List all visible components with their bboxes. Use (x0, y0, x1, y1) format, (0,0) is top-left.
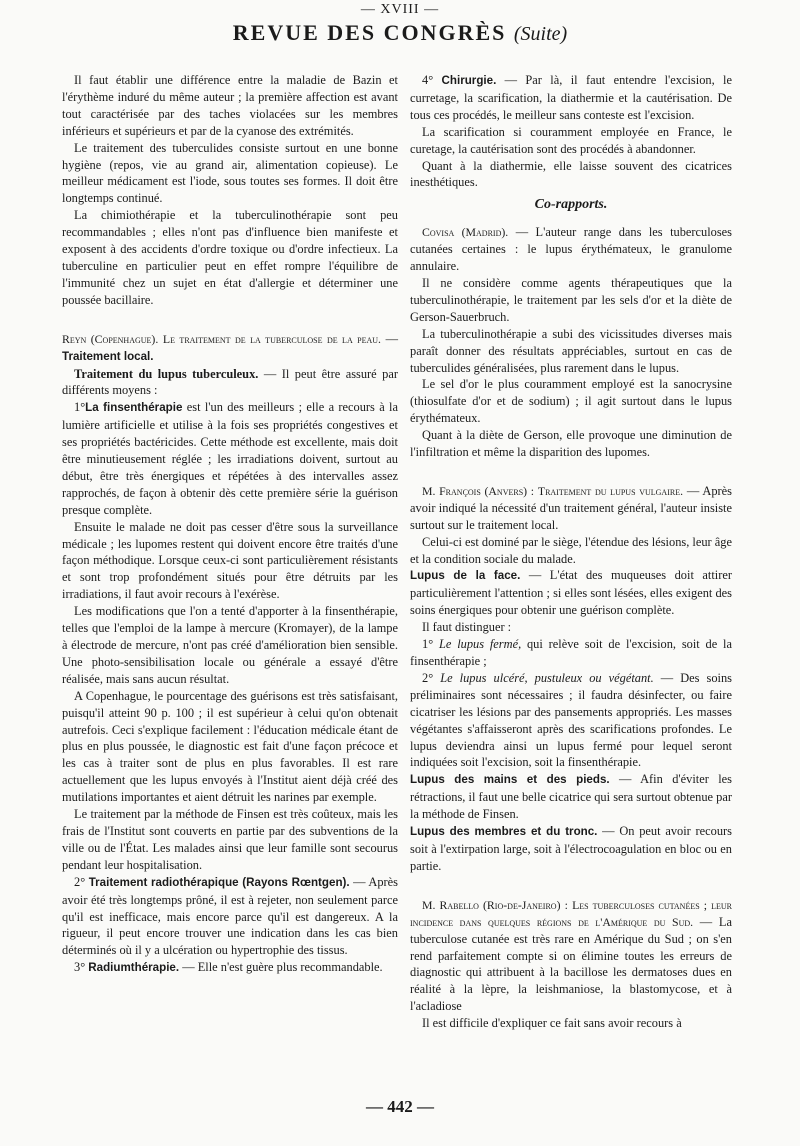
paragraph: A Copenhague, le pourcentage des guérisons est très satisfaisant, puisqu'il atteint 90 p. 100 ; il est supérieur à celui qu'on obtenait autrefois. Ceci s'explique facilement : l'éducation médicale étant de plus en plus poussée, le diagnostic est fait d'une façon précoce et les cas à traiter sont de plus en plus favorables. Il est rare actuellement que les lupus envoyés à l'Institut aient déjà créé des mutilations importantes et aient détruit les narines par exemple. (62, 688, 398, 805)
paragraph: Celui-ci est dominé par le siège, l'étendue des lésions, leur âge et la condition sociale du malade. (410, 534, 732, 566)
list-item (62, 959, 398, 977)
paragraph-text: — Il peut être assuré par différents moyens : (62, 366, 398, 398)
list-number: 1° (74, 400, 86, 415)
item-heading: Lupus de la face. (410, 569, 521, 583)
right-column (410, 72, 732, 1032)
paragraph-text: — La tuberculose cutanée est très rare en Amérique du Sud ; on s'en rend parfaitement compte si on élimine toutes les erreurs de diagnostic qui attribuent à la bacillose les dermatoses dues en réalité à la lèpre, la leishmaniose, la blastomycose, et à l'acladiose (410, 914, 732, 1014)
paragraph: La scarification si couramment employée en France, le curetage, la cautérisation sont des procédés à abandonner. (410, 124, 732, 156)
item-heading: Radiumthérapie. (88, 961, 180, 975)
paragraph (410, 897, 732, 1015)
paragraph: Quant à la diathermie, elle laisse souvent des cicatrices inesthétiques. (410, 158, 732, 190)
list-number: 2° (74, 874, 86, 889)
report-subtitle: Traitement local. (62, 349, 154, 363)
paragraph-text: — L'auteur range dans les tuberculoses cutanées certaines : le lupus érythémateux, le granulome annulaire. (410, 225, 733, 274)
item-text: — Après avoir été très longtemps prôné, il est à rejeter, non seulement parce qu'il est inefficace, mais encore parce qu'il est dangereux. A la rigueur, il peut encore trouver une indication dans les cas bien déterminés où il y a ulcération ou hypertrophie des tissus. (62, 874, 398, 958)
paragraph-text: — Après avoir indiqué la nécessité d'un traitement général, l'auteur insiste surtout sur le traitement local. (410, 483, 732, 532)
page-title (0, 20, 800, 46)
paragraph-text: — On peut avoir recours soit à l'extirpation large, soit à l'électrocoagulation en bloc ou en partie. (410, 824, 732, 873)
title-suite: (Suite) (513, 23, 568, 45)
paragraph: Le traitement par la méthode de Finsen est très coûteux, mais les frais de l'Institut sont couverts en partie par des subventions de la ville ou de l'État. Les malades ainsi que leur famille sont secourus pendant leur hospitalisation. (62, 807, 398, 872)
paragraph (410, 823, 732, 875)
paragraph: Le sel d'or le plus couramment employé est la sanocrysine (thiosulfate d'or et de sodium) ; il agit surtout dans le lupus érythémateux. (410, 377, 732, 426)
paragraph: Les modifications que l'on a tenté d'apporter à la finsenthérapie, telles que l'emploi de la lampe à mercure (Kromayer), de la lampe à électrode de mercure, n'ont pas créé d'amélioration bien sensible. Une photo-sensibilisation locale ou générale a essayé d'être réalisée, mais sans aucun résultat. (62, 604, 398, 686)
report-title: Les tuberculoses cutanées ; leur incidence dans quelques régions de l'Amérique du Sud. (410, 897, 732, 929)
page-number: — 442 — (366, 1097, 434, 1116)
item-heading: La finsenthérapie (85, 401, 183, 415)
list-item (410, 72, 732, 124)
paragraph: La chimiothérapie et la tuberculinothérapie sont peu recommandables ; elles n'ont pas d'influence bien manifeste et exposent à des accidents d'ordre toxique ou d'ordre infectieux. La tuberculine en particulier peut en effet rompre l'équilibre de l'immunité chez un sujet en état d'allergie et déterminer une poussée bacillaire. (62, 208, 398, 307)
list-item (410, 636, 732, 670)
left-column (62, 72, 398, 977)
item-heading: Le lupus fermé, (438, 637, 522, 652)
list-number: 4° (422, 73, 434, 87)
paragraph (410, 771, 732, 823)
author-name: Covisa (Madrid). (422, 225, 509, 240)
list-item (410, 670, 732, 771)
item-heading: Chirurgie. (441, 74, 497, 87)
item-text: qui relève soit de l'excision, soit de la finsenthérapie ; (410, 637, 732, 668)
paragraph (62, 366, 398, 400)
list-number: 1° (422, 637, 434, 652)
list-item (62, 874, 398, 960)
paragraph-text: — L'état des muqueuses doit attirer particulièrement l'attention ; si elles sont lésées, elles exigent des soins énergiques pour obtenir une guérison complète. (410, 568, 732, 618)
item-heading: Le lupus ulcéré, pustuleux ou végétant. (440, 670, 654, 685)
section-title-corapports: Co-rapports. (534, 197, 608, 213)
paragraph: Il est difficile d'expliquer ce fait sans avoir recours à (422, 1016, 682, 1031)
item-heading: Traitement radiothérapique (Rayons Rœntgen). (88, 875, 350, 889)
report-title: Traitement du lupus vulgaire. (537, 483, 684, 498)
list-number: 3° (74, 960, 86, 975)
dash: — (381, 331, 398, 346)
item-heading: Lupus des membres et du tronc. (410, 825, 598, 839)
roman-page-number: — XVIII — (360, 2, 440, 17)
author-name: M. François (Anvers) : (422, 483, 535, 498)
paragraph: La tuberculinothérapie a subi des vicissitudes diverses mais paraît donner des résultats appréciables, surtout en cas de tuberculides généralisées, plus rarement dans le lupus. (410, 326, 732, 375)
paragraph-text: — Afin d'éviter les rétractions, il faut une belle cicatrice qui sera surtout obtenue par la méthode de Finsen. (410, 772, 732, 822)
paragraph: Il faut distinguer : (422, 620, 512, 635)
item-text: — Des soins préliminaires sont nécessaires ; il faudra désinfecter, ou faire cicatriser les lésions par des pansements appropriés. Les masses végétantes s'affaisseront après des scarifications profondes. Le lupus deviendra ainsi un lupus fermé pour lequel seront indiquées soit l'excision, soit la finsenthérapie. (410, 670, 733, 770)
paragraph: Le traitement des tuberculides consiste surtout en une bonne hygiène (repos, vie au grand air, alimentation copieuse). Le meilleur médicament est l'iode, sous toutes ses formes. Il doit être longtemps continué. (62, 140, 398, 206)
reyn-heading (62, 331, 398, 366)
list-item (62, 399, 398, 518)
author-name: M. Rabello (Rio-de-Janeiro) : (422, 897, 568, 912)
section-heading: Traitement du lupus tuberculeux. (74, 366, 259, 381)
paragraph: Il faut établir une différence entre la maladie de Bazin et l'érythème induré du même auteur ; la première affection est avant tout caractérisée par des taches violacées sur les membres inférieurs et supérieurs et par de la cyanose des extrémités. (62, 73, 398, 138)
author-name: Reyn (Copenhague). (62, 331, 159, 346)
item-text: — Elle n'est guère plus recommandable. (179, 960, 383, 975)
item-text: est l'un des meilleurs ; elle a recours à la lumière artificielle et utilise à la fois ses propriétés congestives et ses propriétés bactéricides. Cette méthode est excellente, mais doit être minutieusement réglée ; les irradiations doivent, surtout au début, être très énergiques et répétées à des intervalles assez rapprochés, de façon à obtenir dès cette première série la guérison presque complète. (62, 400, 398, 517)
item-heading: Lupus des mains et des pieds. (410, 773, 610, 787)
paragraph: Ensuite le malade ne doit pas cesser d'être sous la surveillance médicale ; les lupomes restent qui doivent encore être traités d'une façon méthodique. Lorsque ceux-ci sont particulièrement résistants et sont trop profondément situés pour être détruits par les irradiations, il faut avoir recours à l'exérèse. (62, 519, 398, 602)
paragraph (410, 224, 732, 275)
report-title: Le traitement de la tuberculose de la peau. (162, 331, 382, 346)
paragraph: Quant à la diète de Gerson, elle provoque une diminution de l'infiltration et même la disparition des lupomes. (410, 428, 732, 460)
list-number: 2° (422, 670, 434, 685)
item-text: — Par là, il faut entendre l'excision, le curretage, la scarification, la diathermie et la cautérisation. De tous ces procédés, le meilleur sans conteste est l'excision. (410, 73, 732, 122)
paragraph (410, 567, 732, 619)
paragraph (410, 483, 732, 534)
paragraph: Il ne considère comme agents thérapeutiques que la tuberculinothérapie, le traitement par les sels d'or et la diète de Gerson-Sauerbruch. (410, 275, 732, 324)
title-text: REVUE DES CONGRÈS (232, 20, 507, 45)
